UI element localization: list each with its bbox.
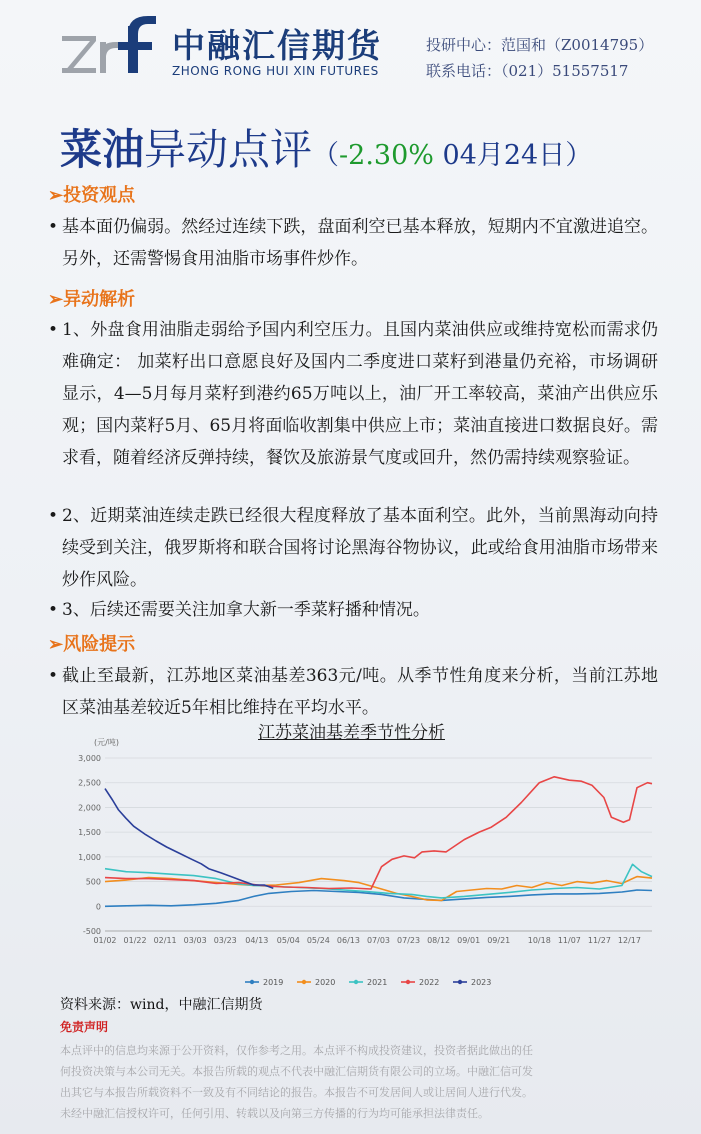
analysis-item [48,500,658,596]
legend-label: 2023 [471,978,492,987]
legend-label: 2019 [263,978,284,987]
disclaimer-text [60,1040,640,1124]
legend-label: 2021 [367,978,388,987]
legend-marker [406,980,410,984]
bullet: • [48,320,59,340]
y-tick-label: 2,500 [78,778,101,788]
y-tick-label: 1,500 [78,828,101,838]
research-contact: 投研中心：范国和（Z0014795） [426,36,654,54]
company-name-cn: 中融汇信期货 [172,26,382,65]
x-tick-label: 05/24 [306,936,330,945]
series-line-2023 [105,789,273,889]
company-logo [60,12,160,82]
title-product: 菜油 [60,125,145,174]
title-paren: （ [312,140,340,171]
risk-paragraph [48,660,658,724]
legend-marker [354,980,358,984]
x-tick-label: 07/23 [397,936,421,945]
x-tick-label: 09/21 [487,936,511,945]
bullet: • [48,666,59,686]
x-tick-label: 11/27 [587,936,611,945]
x-tick-label: 07/03 [366,936,391,945]
risk-heading: ➢风险提示 [48,634,136,655]
bullet: • [48,506,59,526]
x-tick-label: 01/22 [123,936,147,945]
disclaimer-line: 出其它与本报告所载资料不一致及有不同结论的报告。本报告不可发居间人或让居间人进行代发。 [60,1086,533,1099]
analysis-item [48,594,658,626]
legend-label: 2020 [315,978,336,987]
x-tick-label: 03/23 [213,936,237,945]
chart-svg [60,735,670,990]
title-kind: 异动点评 [144,125,313,174]
legend-marker [250,980,254,984]
y-tick-label: 2,000 [78,803,101,813]
y-tick-label: 500 [85,877,101,887]
disclaimer-line: 未经中融汇信授权许可，任何引用、转载以及向第三方传播的行为均可能承担法律责任。 [60,1107,489,1120]
disclaimer-line: 何投资决策与本公司无关。本报告所载的观点不代表中融汇信期货有限公司的立场。中融汇信可发 [60,1065,533,1078]
x-tick-label: 10/18 [527,936,551,945]
disclaimer-line: 本点评中的信息均来源于公开资料，仅作参考之用。本点评不构成投资建议，投资者据此做出的任 [60,1044,533,1057]
investment-view-heading: ➢投资观点 [48,185,136,206]
analysis-item-text: 2、近期菜油连续走跌已经很大程度释放了基本面利空。此外，当前黑海动向持续受到关注，俄罗斯将和联合国将讨论黑海谷物协议，此或给食用油脂市场带来炒作风险。 [62,506,658,590]
y-tick-label: 0 [95,902,101,912]
legend-label: 2022 [419,978,440,987]
legend-marker [302,980,306,984]
page-title [60,117,592,177]
analysis-item-text: 3、后续还需要关注加拿大新一季菜籽播种情况。 [62,600,430,620]
company-name-en: ZHONG RONG HUI XIN FUTURES [172,64,379,78]
x-tick-label: 03/03 [183,936,207,945]
x-tick-label: 12/17 [617,936,641,945]
bullet: • [48,600,59,620]
y-tick-label: 1,000 [78,852,101,862]
investment-view-paragraph [48,211,658,275]
investment-view-text: 基本面仍偏弱。然经过连续下跌，盘面利空已基本释放，短期内不宜激进追空。另外，还需警惕食用油脂市场事件炒作。 [62,217,658,269]
x-tick-label: 04/13 [245,936,269,945]
series-line-2022 [105,777,652,889]
x-tick-label: 06/13 [336,936,360,945]
y-tick-label: -500 [82,927,101,936]
x-tick-label: 01/02 [93,936,117,945]
title-change: -2.30% [339,140,434,171]
y-tick-label: 3,000 [78,754,101,763]
legend-marker [458,980,462,984]
title-date: 04月24日） [433,140,593,171]
basis-seasonal-chart [60,735,670,990]
x-tick-label: 05/04 [276,936,300,945]
x-tick-label: 02/11 [153,936,177,945]
data-source: 资料来源：wind，中融汇信期货 [60,997,263,1013]
disclaimer-title: 免责声明 [60,1020,109,1034]
x-tick-label: 08/12 [427,936,451,945]
analysis-heading: ➢异动解析 [48,289,136,310]
x-tick-label: 11/07 [557,936,581,945]
analysis-item [48,314,658,474]
x-tick-label: 09/01 [457,936,481,945]
analysis-item-text: 1、外盘食用油脂走弱给予国内利空压力。且国内菜油供应或维持宽松而需求仍难确定： 加菜籽出口意愿良好及国内二季度进口菜籽到港量仍充裕，市场调研显示，4—5月每月菜籽到港约65万吨以上，油厂开工率较高，菜油产出供应乐观；国内菜籽5月、65月将面临收割集中供应上市；菜油直接进口数据良好。需求看，随着经济反弹持续，餐饮及旅游景气度或回升，然仍需持续观察验证。 [62,320,658,468]
y-axis-label: (元/吨) [94,738,119,747]
risk-text: 截止至最新，江苏地区菜油基差363元/吨。从季节性角度来分析，当前江苏地区菜油基差较近5年相比维持在平均水平。 [62,666,658,718]
phone-contact: 联系电话：（021）51557517 [426,62,629,80]
bullet: • [48,217,59,237]
chart-title: 江苏菜油基差季节性分析 [258,723,445,743]
